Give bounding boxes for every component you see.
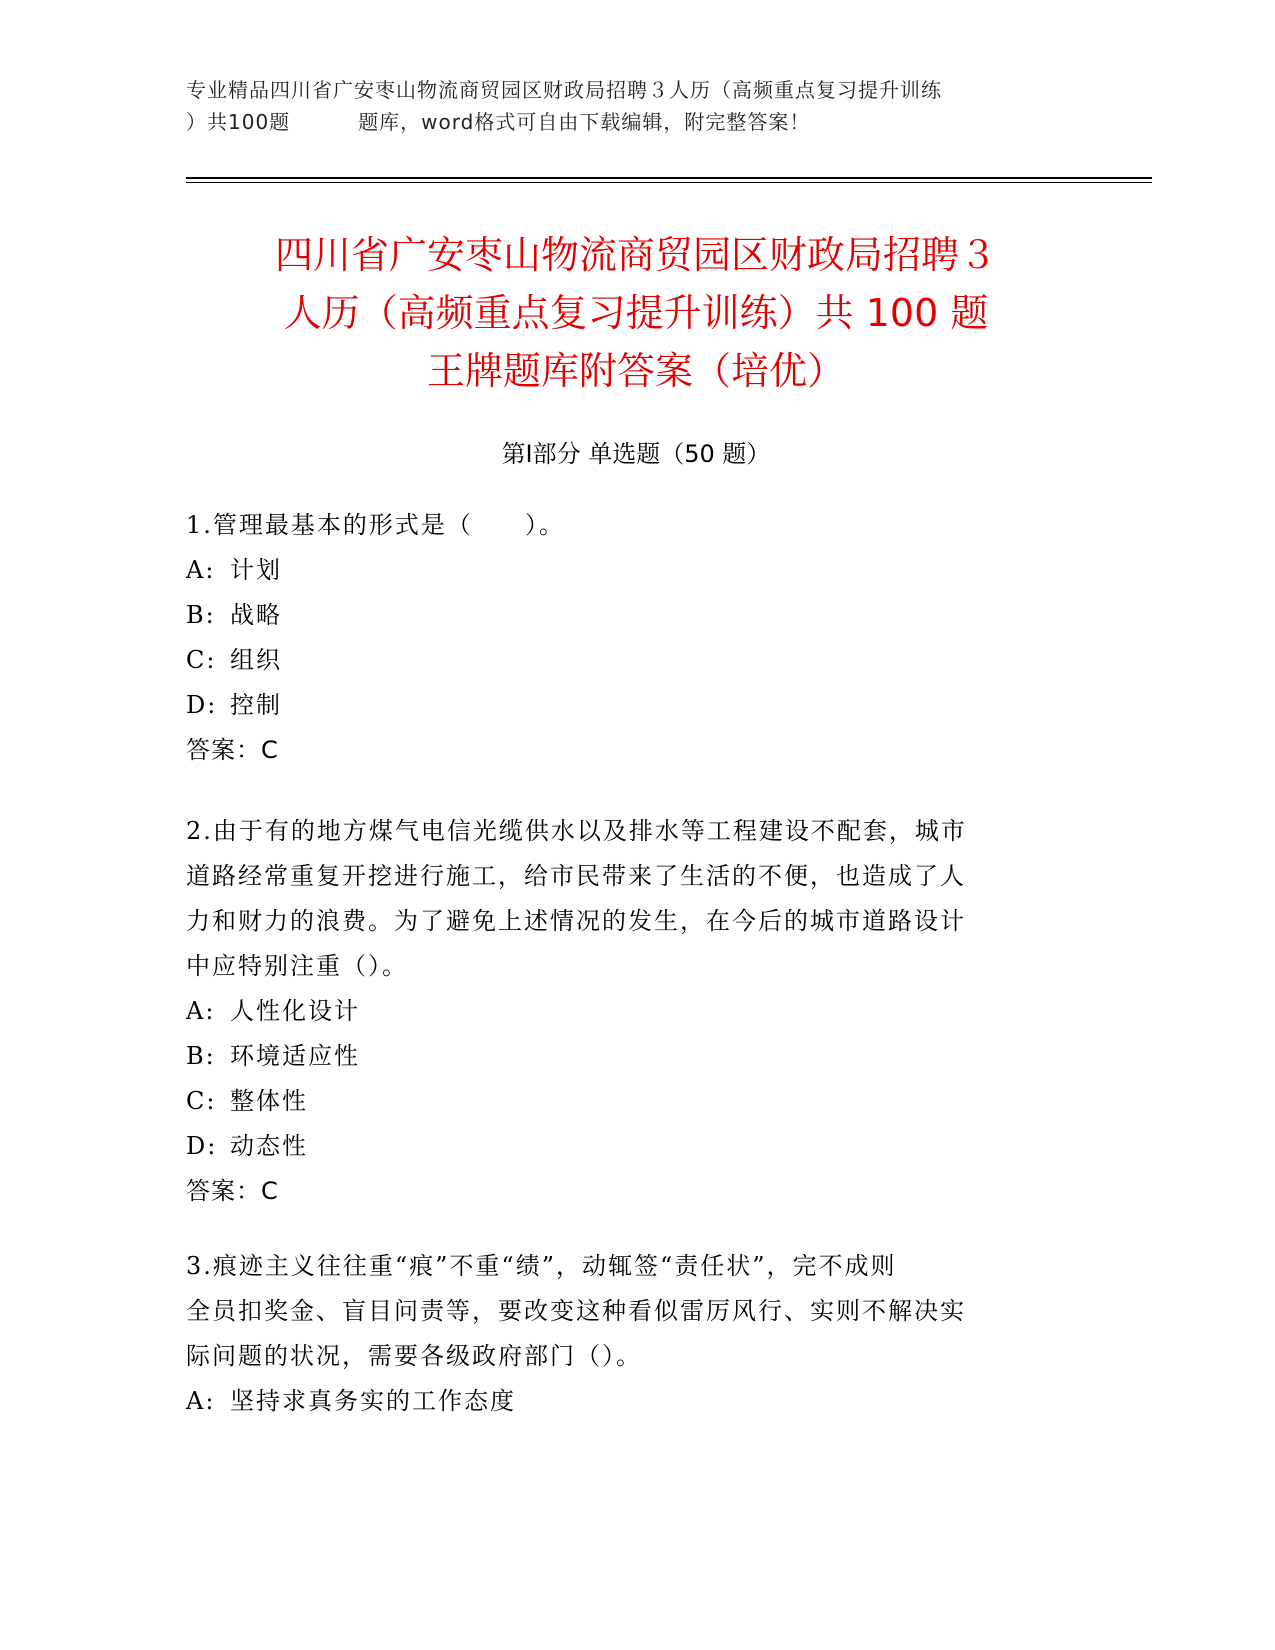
option-label: D: [186,691,218,719]
header-line-1: 专业精品四川省广安枣山物流商贸园区财政局招聘３人历（高频重点复习提升训练 [186,78,942,102]
header-line-2-end: 题库，word格式可自由下载编辑，附完整答案！ [358,110,811,134]
question-stem-line: 道路经常重复开挖进行施工，给市民带来了生活的不便，也造成了人 [186,862,966,890]
title-line-1: 四川省广安枣山物流商贸园区财政局招聘３ [274,233,997,277]
header-line-2-start: ）共100题 [186,110,291,134]
option-d [186,683,1066,728]
option-text: 人性化设计 [230,997,360,1025]
option-text: 计划 [230,556,282,584]
option-label: A: [186,556,216,584]
title-line-2: 人历（高频重点复习提升训练）共 100 题 [283,291,989,335]
option-b [186,593,1066,638]
question-3 [186,1244,1066,1424]
question-stem-line: 2.由于有的地方煤气电信光缆供水以及排水等工程建设不配套，城市 [186,817,967,845]
option-label: B: [186,1042,216,1070]
option-c [186,638,1066,683]
option-text: 战略 [230,601,282,629]
option-label: A: [186,1387,216,1415]
header-divider-thick [186,177,1152,179]
option-a [186,548,1066,593]
option-text: 动态性 [230,1132,308,1160]
option-label: B: [186,601,216,629]
option-text: 坚持求真务实的工作态度 [230,1387,516,1415]
option-text: 环境适应性 [230,1042,360,1070]
question-stem-line: 全员扣奖金、盲目问责等，要改变这种看似雷厉风行、实则不解决实 [186,1297,966,1325]
header-line-2 [186,106,1086,138]
option-a [186,989,1066,1034]
answer-line: 答案：C [186,1177,279,1205]
question-stem-line: 1.管理最基本的形式是（ ）。 [186,511,565,539]
answer-line: 答案：C [186,736,279,764]
option-label: C: [186,1087,217,1115]
title-line-3: 王牌题库附答案（培优） [426,349,845,393]
question-stem-line: 力和财力的浪费。为了避免上述情况的发生，在今后的城市道路设计 [186,907,966,935]
option-label: A: [186,997,216,1025]
option-b [186,1034,1066,1079]
option-d [186,1124,1066,1169]
document-title [186,226,1086,400]
header-divider-thin [186,182,1152,183]
option-text: 整体性 [230,1087,308,1115]
question-stem-line: 中应特别注重（）。 [186,952,408,980]
option-text: 组织 [230,646,282,674]
question-stem-line: 际问题的状况，需要各级政府部门（）。 [186,1342,642,1370]
option-label: C: [186,646,217,674]
option-c [186,1079,1066,1124]
question-stem-line: 3.痕迹主义往往重“痕”不重“绩”，动辄签“责任状”，完不成则 [186,1252,897,1280]
option-a [186,1379,1066,1424]
question-1 [186,503,1066,773]
section-heading: 第Ⅰ部分 单选题（50 题） [501,440,771,468]
option-label: D: [186,1132,218,1160]
page-header [186,74,1086,138]
question-2 [186,809,1066,1214]
option-text: 控制 [230,691,282,719]
